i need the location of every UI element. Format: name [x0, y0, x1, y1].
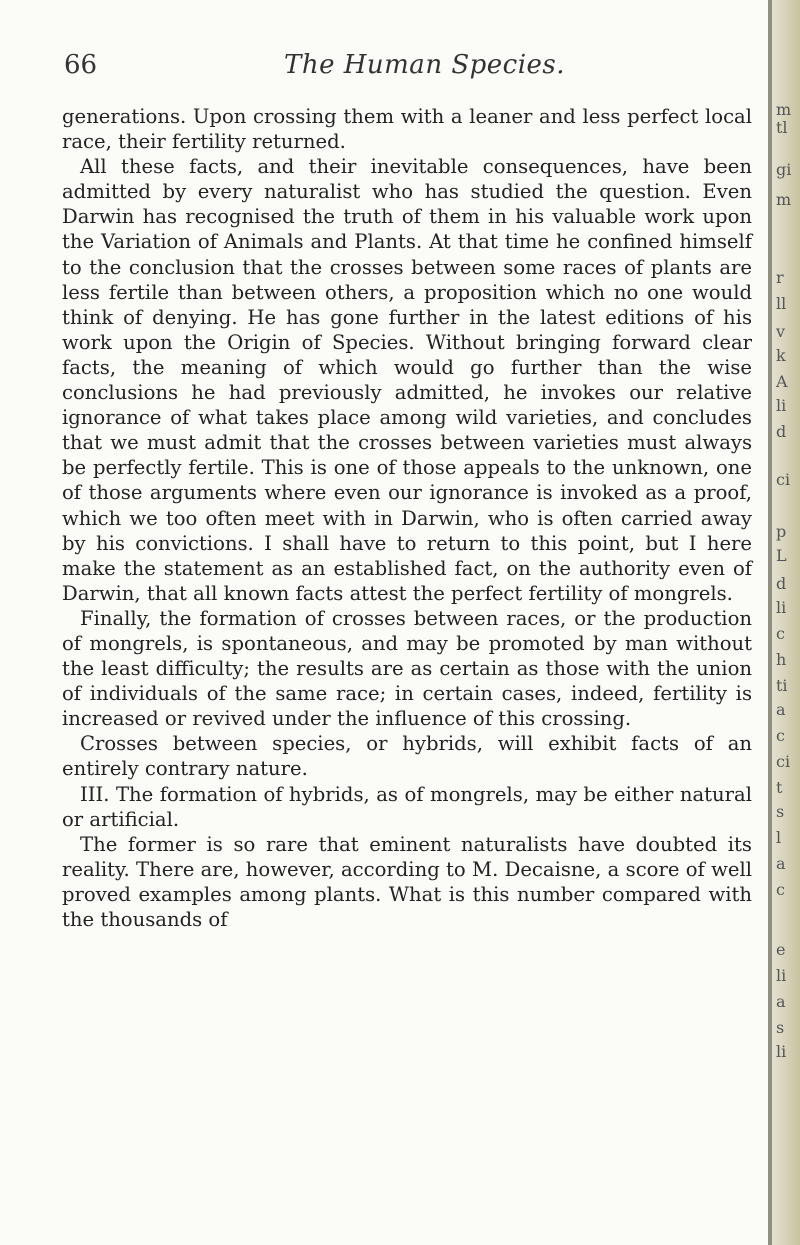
margin-bleed-text: k — [776, 346, 786, 365]
margin-bleed-text: m — [776, 190, 792, 209]
margin-bleed-text: li — [776, 598, 787, 617]
margin-bleed-text: c — [776, 726, 785, 745]
paragraph-1: generations. Upon crossing them with a leaner and less perfect local race, their fertility returned. — [62, 105, 752, 154]
margin-bleed-text: t — [776, 778, 783, 797]
margin-bleed-text: s — [776, 802, 785, 821]
page-number: 66 — [64, 50, 98, 80]
margin-bleed-text: li — [776, 966, 787, 985]
margin-bleed-text: tl — [776, 118, 788, 137]
margin-bleed-text: li — [776, 1042, 787, 1061]
margin-bleed-text: A — [776, 372, 788, 391]
paragraph-3: Finally, the formation of crosses between races, or the production of mongrels, is spontaneous, and may be promoted by man without the least difficulty; the results are as certain as those with the union of individuals of the same race; in certain cases, indeed, fertility is increased or revived under the influence of this crossing. — [62, 606, 752, 731]
body-text — [62, 104, 752, 932]
paragraph-2: All these facts, and their inevitable consequences, have been admitted by every naturalist who has studied the question. Even Darwin has recognised the truth of them in his valuable work upon the Variation of Animals and Plants. At that time he confined himself to the conclusion that the crosses between some races of plants are less fertile than between others, a proposition which no one would think of denying. He has gone further in the latest editions of his work upon the Origin of Species. Without bringing forward clear facts, the meaning of which would go further than the wise conclusions he had previously admitted, he invokes our relative ignorance of what takes place among wild varieties, and concludes that we must admit that the crosses between varieties must always be perfectly fertile. This is one of those appeals to the unknown, one of those arguments where even our ignorance is invoked as a proof, which we too often meet with in Darwin, who is often carried away by his convictions. I shall have to return to this point, but I here make the statement as an established fact, on the authority even of Darwin, that all known facts attest the perfect fertility of mongrels. — [62, 155, 752, 605]
margin-bleed-text: gi — [776, 160, 792, 179]
margin-bleed-text: p — [776, 522, 787, 541]
margin-bleed-text: e — [776, 940, 786, 959]
paragraph-4: Crosses between species, or hybrids, will exhibit facts of an entirely contrary nature. — [62, 732, 752, 781]
paragraph-5: III. The formation of hybrids, as of mongrels, may be either natural or artificial. — [62, 782, 752, 831]
margin-bleed-text: a — [776, 992, 786, 1011]
margin-bleed-text: s — [776, 1018, 785, 1037]
margin-bleed-text: r — [776, 268, 784, 287]
margin-bleed-text: c — [776, 624, 785, 643]
margin-bleed-text: d — [776, 574, 787, 593]
paragraph-6: The former is so rare that eminent naturalists have doubted its reality. There are, however, according to M. Decaisne, a score of well proved examples among plants. What is this number compared with the thousands of — [62, 832, 752, 931]
margin-bleed-text: m — [776, 100, 792, 119]
margin-bleed-text: a — [776, 854, 786, 873]
margin-bleed-text: a — [776, 700, 786, 719]
margin-bleed-text: h — [776, 650, 787, 669]
running-title: The Human Species. — [284, 50, 566, 80]
margin-bleed-text: ci — [776, 752, 791, 771]
page-header — [64, 50, 740, 90]
margin-bleed-text: d — [776, 422, 787, 441]
margin-bleed-text: li — [776, 396, 787, 415]
margin-bleed-text: ci — [776, 470, 791, 489]
margin-bleed-text: v — [776, 322, 786, 341]
margin-bleed-text: ll — [776, 294, 787, 313]
margin-bleed-text: c — [776, 880, 785, 899]
margin-bleed-text: ti — [776, 676, 788, 695]
margin-bleed-text: L — [776, 546, 787, 565]
margin-bleed-text: l — [776, 828, 782, 847]
facing-page-edge — [768, 0, 800, 1245]
page-gutter-shadow — [768, 0, 772, 1245]
